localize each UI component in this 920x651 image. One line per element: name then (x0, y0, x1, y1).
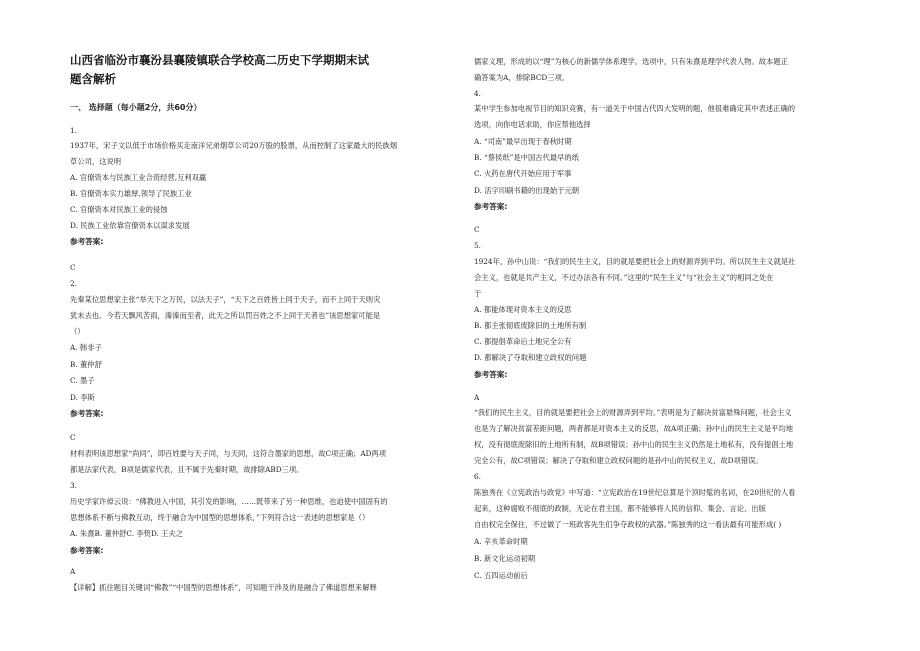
answer-letter: A (474, 393, 480, 402)
answer-explanation: 完全公有，故C项错误；解决了夺取和建立政权问题的是孙中山的民权主义，故D项错误。 (474, 456, 763, 465)
option-c: C. 火药在唐代开始应用于军事 (474, 169, 572, 178)
section-heading: 一、 选择题（每小题2分，共60分） (70, 103, 202, 112)
option-c: C. 官僚资本对民族工业的侵蚀 (70, 205, 168, 214)
answer-label: 参考答案: (474, 202, 508, 211)
question-stem: 会主义，也就是共产主义，不过办法各有不同。”这里的“民生主义”与“社会主义”的相同之处在 (474, 273, 774, 282)
option-d: D. 活字印刷书籍的出现始于元朝 (474, 186, 580, 195)
answer-explanation: 也是为了解决贫富差距问题，两者都是对资本主义的反思，故A项正确；孙中山的民生主义是平均地 (474, 424, 794, 433)
answer-explanation: 权，没有彻底废除旧的土地所有制，故B项错误；孙中山的民生主义仍然是土地私有，没有提倡土地 (474, 440, 794, 449)
question-stem: 起来，这种腐败不彻底的政制，无论在君主国，都不能够将人民的信仰、集会、言论、出版 (474, 504, 766, 513)
question-stem: 历史学家许倬云说：“佛教进入中国，其引发的影响，……既带来了另一种思维，也迫使中国固有的 (70, 497, 388, 506)
question-stem: 草公司，这说明 (70, 157, 122, 166)
question-stem: （） (70, 327, 85, 336)
option-b: B. 新文化运动初期 (474, 554, 536, 563)
question-number: 2. (70, 279, 77, 288)
option-c: C. 五四运动前后 (474, 571, 528, 580)
answer-letter: A (70, 567, 76, 576)
answer-explanation: 儒家义理，形成的以“理”为核心的新儒学体系理学。选项中，只有朱熹是理学代表人物。故本题正 (474, 57, 788, 66)
question-number: 5. (474, 241, 481, 250)
answer-explanation: 材料表明该思想家“尚同”，即百姓要与天子同，与天同，这符合墨家的思想，故C项正确；AD两项 (70, 449, 387, 458)
question-stem: 1937年，宋子文以低于市场价格买走南洋兄弟烟草公司20万股的股票，从而控制了这家最大的民族烟 (70, 141, 398, 150)
option-d: D. 李斯 (70, 393, 95, 402)
answer-explanation: 【详解】抓住题目关键词“佛教”“中国型的思想体系”，可知题干涉及的是融合了佛道思想来解释 (70, 583, 377, 592)
answer-letter: C (70, 263, 76, 272)
option-b: B. 都主张彻底废除旧的土地所有制 (474, 321, 587, 330)
question-stem: 某中学生参加电视节目的知识竞赛，有一道关于中国古代四大发明的题，他很难确定其中表述正确的 (474, 104, 796, 113)
option-a: A. “司南”最早出现于春秋时期 (474, 137, 572, 146)
question-stem: 思想体系不断与佛教互动，终于融合为中国型的思想体系，”下列符合这一表述的思想家是（） (70, 513, 370, 522)
answer-label: 参考答案: (70, 409, 104, 418)
option-c: C. 都提倡革命后土地完全公有 (474, 337, 572, 346)
option-d: D. 都解决了夺取和建立政权的问题 (474, 353, 587, 362)
question-stem: 犹未去也。今若天飘风苦雨，溱溱而至者，此天之所以罚百姓之不上同于天者也”该思想家可能是 (70, 311, 381, 320)
option-b: B. 官僚资本实力雄厚,领导了民族工业 (70, 189, 192, 198)
option-a: A. 官僚资本与民族工业合资经营,互利双赢 (70, 173, 207, 182)
question-stem: 自由权完全保住，不过做了一班政客先生们争夺政权的武器。”陈独秀的这一看法最有可能形成( ) (474, 520, 782, 529)
question-number: 3. (70, 481, 77, 490)
question-stem: 先秦某位思想家主张“举天下之万民，以法天子”，“天下之百姓皆上同于天子，而不上同于天则灾 (70, 295, 381, 304)
answer-label: 参考答案: (70, 546, 104, 555)
question-stem: 选项，向你电话求助，你应帮他选择 (474, 120, 591, 129)
question-stem: 陈独秀在《立宪政治与政党》中写道：“立宪政治在19世纪总算是个顶时髦的名词，在20世纪的人看 (474, 488, 796, 497)
option-c: C. 墨子 (70, 376, 95, 385)
options-row: A. 朱熹B. 董仲舒C. 李贽D. 王夫之 (70, 529, 184, 538)
answer-label: 参考答案: (70, 237, 104, 246)
question-stem: 1924年，孙中山说：“我们的民生主义，目的就是要把社会上的财源弄到平均。所以民生主义就是社 (474, 257, 796, 266)
question-stem: 于 (474, 289, 482, 298)
option-a: A. 都能体现对资本主义的反思 (474, 305, 572, 314)
option-b: B. 董仲舒 (70, 360, 102, 369)
option-a: A. 辛亥革命时期 (474, 537, 528, 546)
question-number: 6. (474, 472, 481, 481)
document-title-line-1: 山西省临汾市襄汾县襄陵镇联合学校高二历史下学期期末试 (70, 53, 369, 67)
question-number: 4. (474, 89, 481, 98)
answer-letter: C (70, 433, 76, 442)
option-b: B. “蔡侯纸”是中国古代最早的纸 (474, 153, 580, 162)
answer-explanation: 都是法家代表，B项是儒家代表，且不属于先秦时期，故排除ABD三项。 (70, 465, 304, 474)
answer-explanation: 确答案为A，排除BCD三项。 (474, 73, 570, 82)
answer-explanation: “我们的民生主义，目的就是要把社会上的财源弄到平均。”表明是为了解决贫富悬殊问题，社会主义 (474, 408, 792, 417)
answer-label: 参考答案: (474, 370, 508, 379)
answer-letter: C (474, 225, 480, 234)
option-a: A. 韩非子 (70, 343, 102, 352)
question-number: 1. (70, 126, 77, 135)
option-d: D. 民族工业依靠官僚资本以谋求发展 (70, 221, 190, 230)
document-title-line-2: 题含解析 (70, 72, 116, 86)
